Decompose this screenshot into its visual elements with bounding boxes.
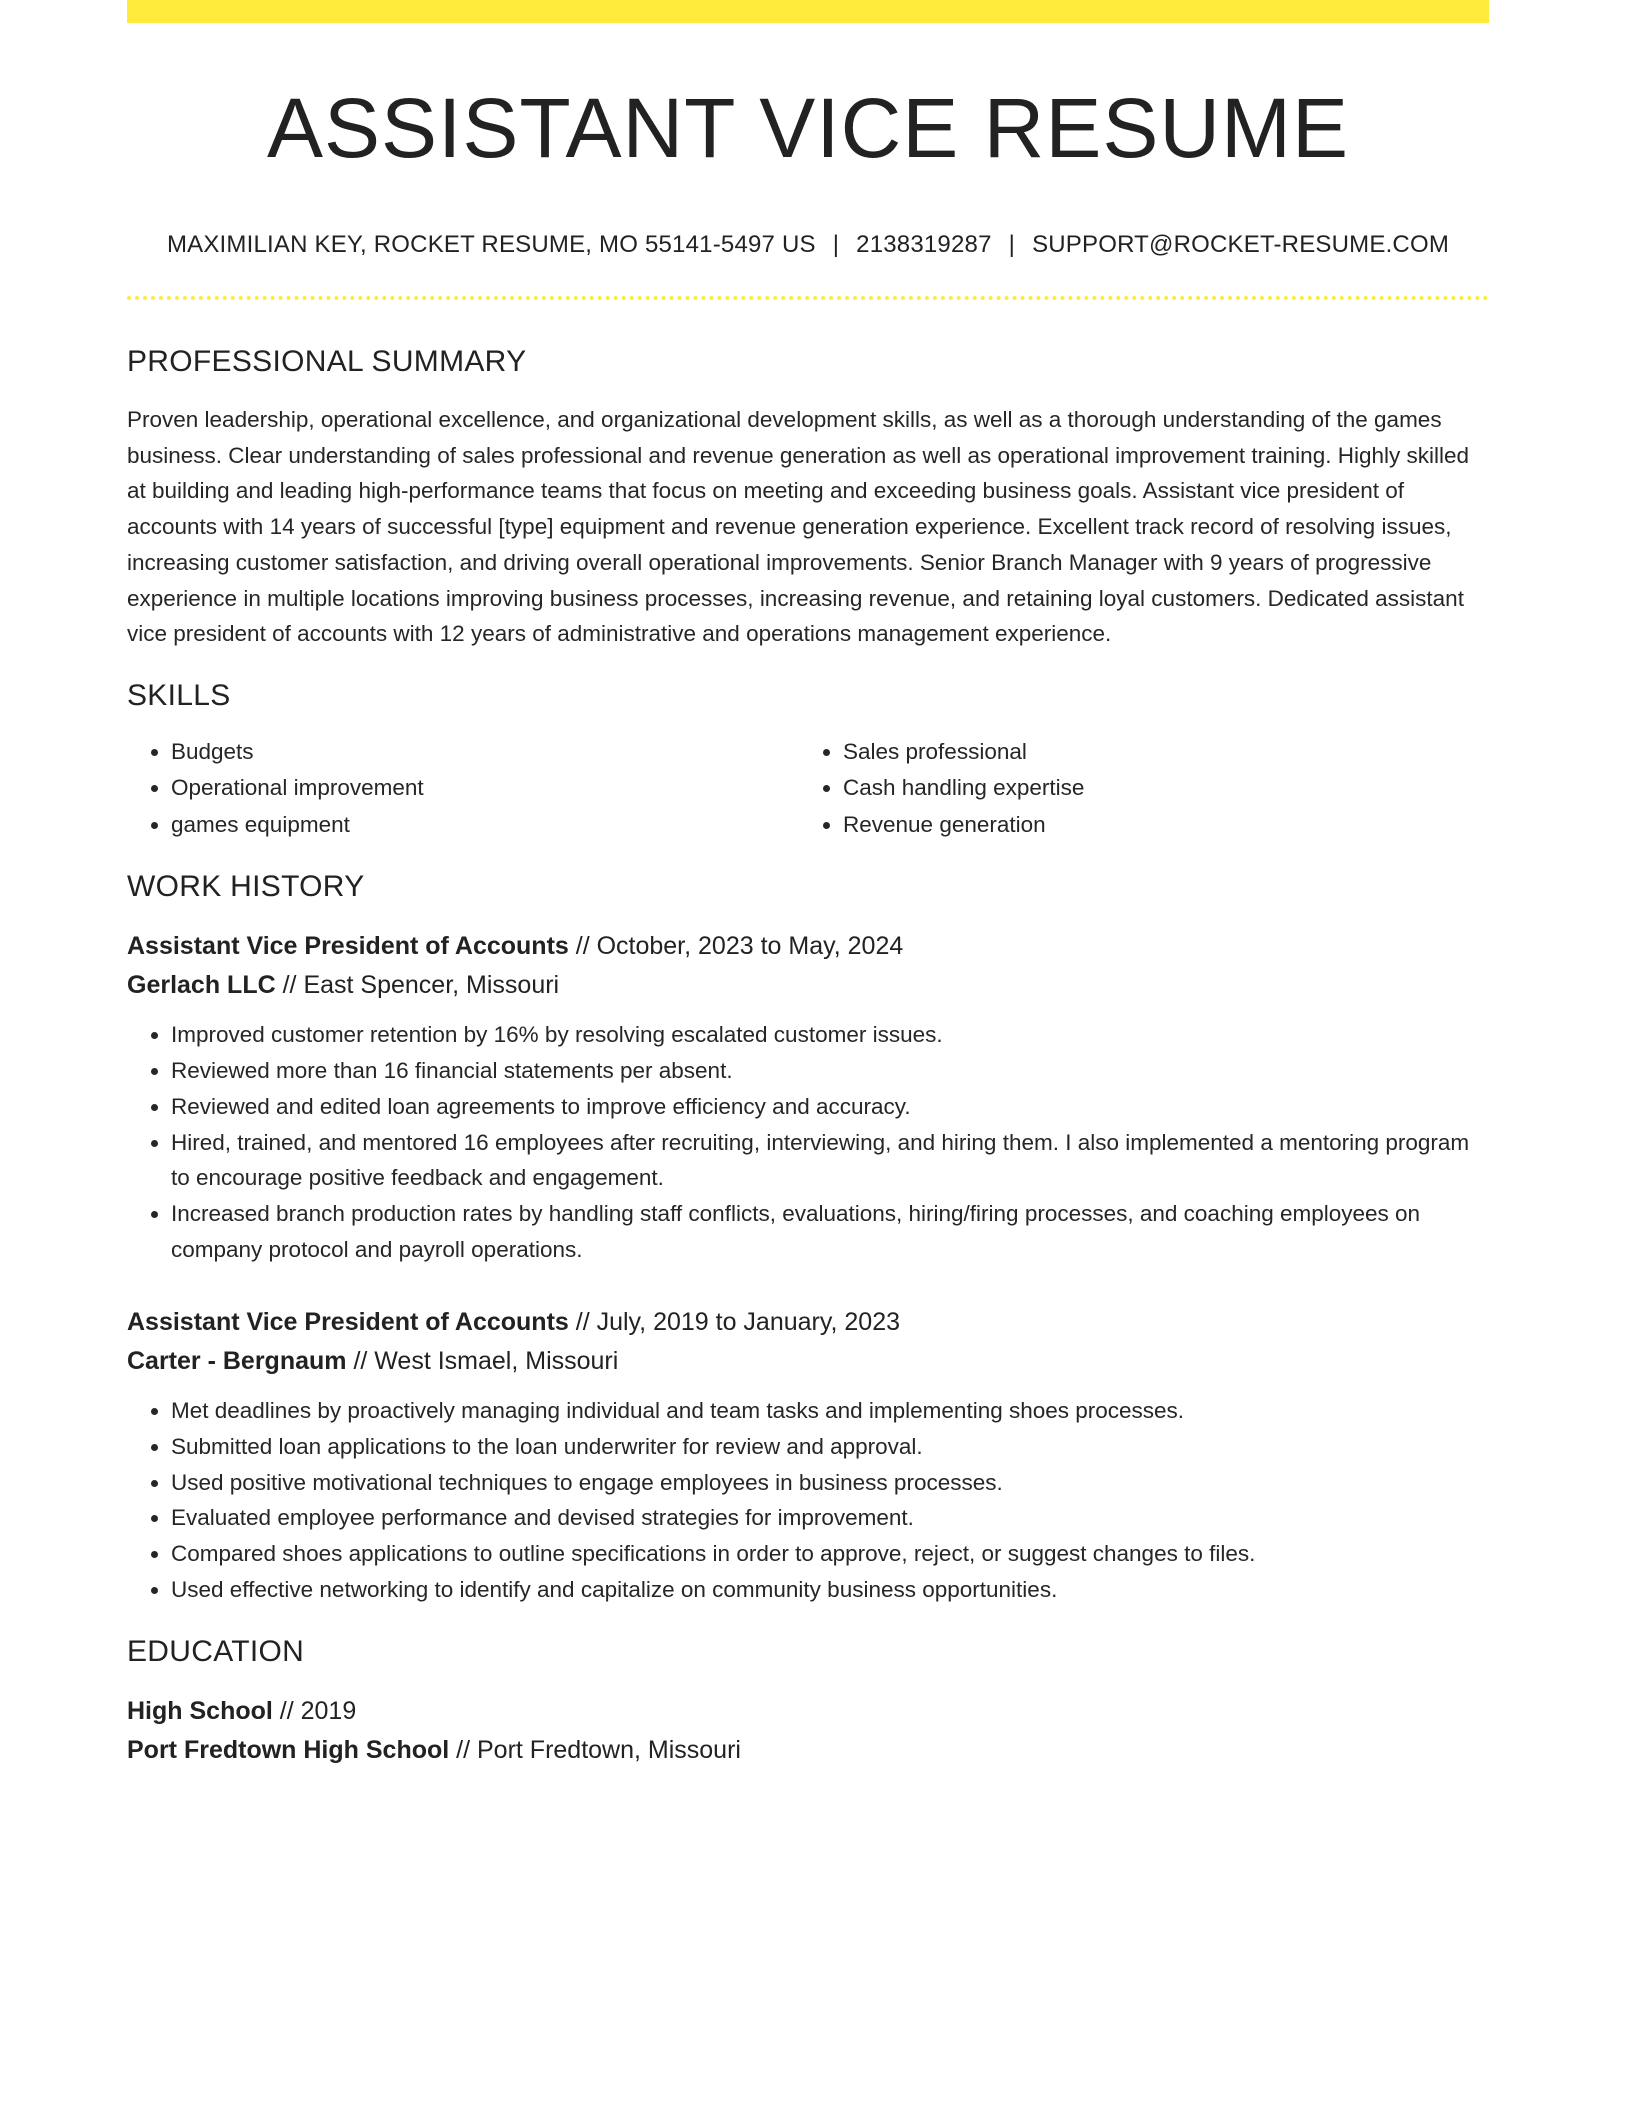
- job-role: Assistant Vice President of Accounts: [127, 932, 569, 961]
- summary-heading: PROFESSIONAL SUMMARY: [127, 345, 527, 378]
- dotted-divider: [127, 296, 1489, 300]
- job-bullet: • Submitted loan applications to the loan underwriter for review and approval.: [171, 1429, 1489, 1465]
- job-dates: // October, 2023 to May, 2024: [568, 932, 904, 961]
- contact-separator: |: [1008, 231, 1016, 258]
- skill-item: • Operational improvement: [171, 770, 799, 807]
- job-bullet: • Compared shoes applications to outline specifications in order to approve, reject, or suggest changes to files.: [171, 1536, 1489, 1572]
- job-entry: [127, 1303, 1489, 1607]
- skills-heading: SKILLS: [127, 678, 231, 712]
- education-degree: High School: [127, 1696, 273, 1725]
- job-role: Assistant Vice President of Accounts: [127, 1308, 569, 1337]
- job-bullet: • Reviewed more than 16 financial statements per absent.: [171, 1053, 1489, 1089]
- resume-title: ASSISTANT VICE RESUME: [266, 81, 1350, 175]
- job-entry: [127, 927, 1489, 1267]
- job-bullet: • Met deadlines by proactively managing individual and team tasks and implementing shoes processes.: [171, 1393, 1489, 1429]
- contact-address: MAXIMILIAN KEY, ROCKET RESUME, MO 55141-5497 US: [166, 231, 816, 258]
- contact-email: SUPPORT@ROCKET-RESUME.COM: [1032, 231, 1450, 258]
- accent-top-bar: [127, 0, 1489, 23]
- job-location: // West Ismael, Missouri: [346, 1347, 619, 1376]
- job-dates: // July, 2019 to January, 2023: [568, 1308, 901, 1337]
- job-location: // East Spencer, Missouri: [275, 971, 560, 1000]
- education-location: // Port Fredtown, Missouri: [449, 1735, 741, 1764]
- skills-column-right: [799, 734, 1471, 844]
- job-bullets: [127, 1017, 1489, 1267]
- skill-item: • games equipment: [171, 807, 799, 844]
- skill-item: • Sales professional: [843, 734, 1471, 771]
- resume-page: [127, 0, 1489, 1770]
- job-bullet: • Improved customer retention by 16% by resolving escalated customer issues.: [171, 1017, 1489, 1053]
- education-heading: EDUCATION: [127, 1634, 305, 1668]
- work-history-heading: WORK HISTORY: [127, 870, 365, 904]
- education-entry: [127, 1692, 1489, 1770]
- job-bullet: • Hired, trained, and mentored 16 employees after recruiting, interviewing, and hiring them. I also implemented a mentoring program to encourage positive feedback and engagement.: [171, 1125, 1489, 1196]
- education-year: // 2019: [272, 1696, 357, 1725]
- job-bullet: • Evaluated employee performance and devised strategies for improvement.: [171, 1500, 1489, 1536]
- job-company: Carter - Bergnaum: [127, 1347, 347, 1376]
- job-company-line: [127, 966, 1489, 1005]
- job-title-line: [127, 927, 1489, 966]
- skill-item: • Budgets: [171, 734, 799, 771]
- job-bullet: • Used positive motivational techniques to engage employees in business processes.: [171, 1465, 1489, 1501]
- education-degree-line: [127, 1692, 1489, 1731]
- education-school-line: [127, 1731, 1489, 1770]
- skill-item: • Cash handling expertise: [843, 770, 1471, 807]
- skills-list: [127, 734, 1489, 844]
- summary-text: Proven leadership, operational excellence, and organizational development skills, as well as a thorough understanding of the games business. Clear understanding of sales professional and revenue generation as well as operational improvement training. Highly skilled at building and leading high-performance teams that focus on meeting and exceeding business goals. Assistant vice president of accounts with 14 years of successful [type] equipment and revenue generation experience. Excellent track record of resolving issues, increasing customer satisfaction, and driving overall operational improvements. Senior Branch Manager with 9 years of progressive experience in multiple locations improving business processes, increasing revenue, and retaining loyal customers. Dedicated assistant vice president of accounts with 12 years of administrative and operations management experience.: [127, 407, 1470, 647]
- job-bullet: • Reviewed and edited loan agreements to improve efficiency and accuracy.: [171, 1089, 1489, 1125]
- job-company: Gerlach LLC: [127, 971, 276, 1000]
- job-bullet: • Used effective networking to identify and capitalize on community business opportunities.: [171, 1572, 1489, 1608]
- job-bullet: • Increased branch production rates by handling staff conflicts, evaluations, hiring/firing processes, and coaching employees on company protocol and payroll operations.: [171, 1196, 1489, 1267]
- job-bullets: [127, 1393, 1489, 1607]
- job-company-line: [127, 1342, 1489, 1381]
- skills-column-left: [127, 734, 799, 844]
- job-title-line: [127, 1303, 1489, 1342]
- education-school: Port Fredtown High School: [127, 1735, 450, 1764]
- skill-item: • Revenue generation: [843, 807, 1471, 844]
- contact-line: [127, 230, 1489, 260]
- contact-separator: |: [832, 231, 840, 258]
- contact-phone: 2138319287: [856, 231, 992, 258]
